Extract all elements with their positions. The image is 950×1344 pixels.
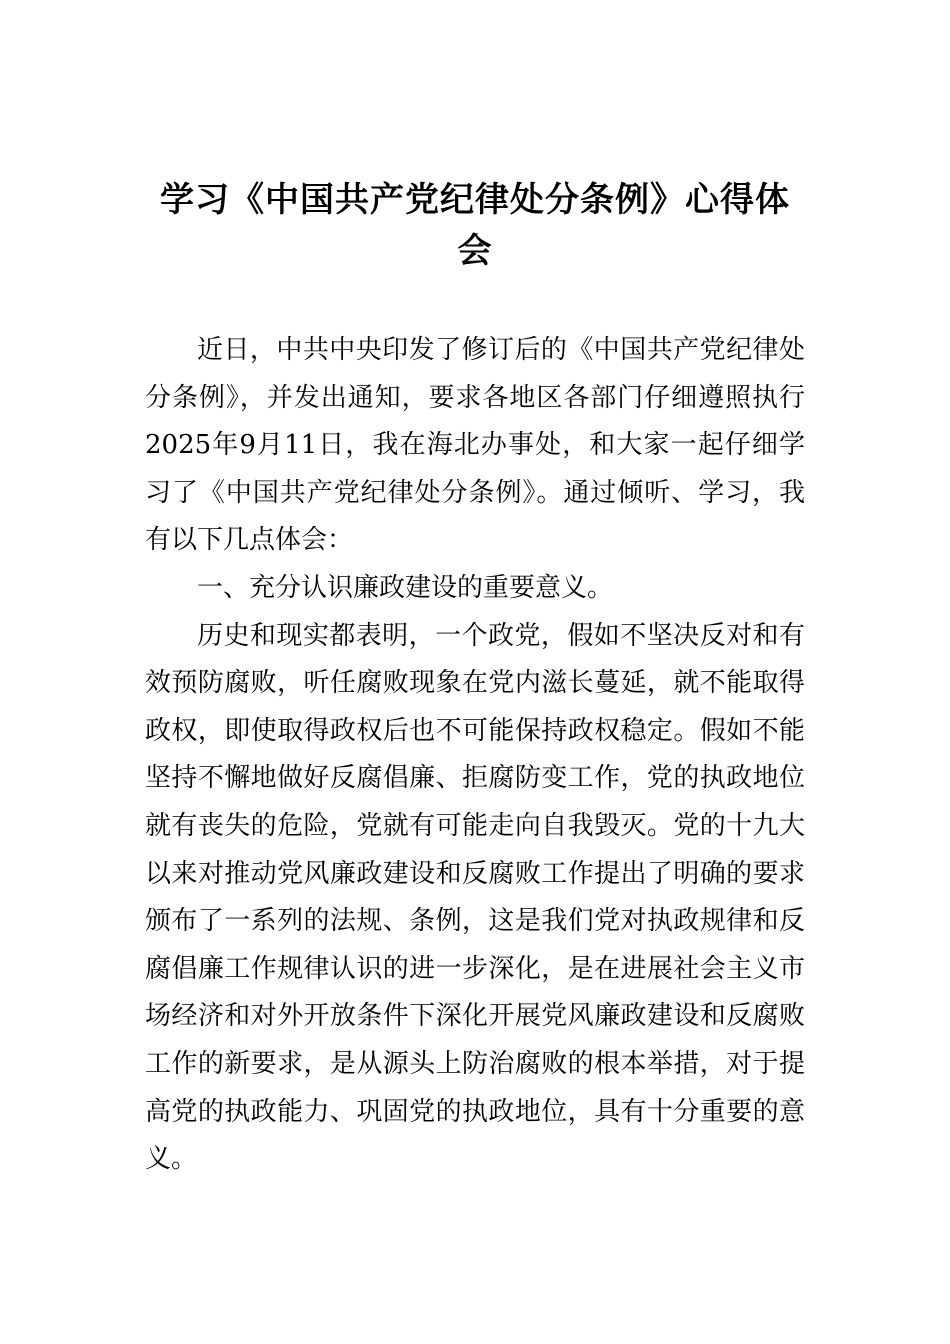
paragraph-significance: 历史和现实都表明，一个政党，假如不坚决反对和有效预防腐败，听任腐败现象在党内滋长蔓延，就不能取得政权，即使取得政权后也不可能保持政权稳定。假如不能坚持不懈地做好反腐倡廉、拒腐防变工作，党的执政地位就有丧失的危险，党就有可能走向自我毁灭。党的十九大以来对推动党风廉政建设和反腐败工作提出了明确的要求颁布了一系列的法规、条例，这是我们党对执政规律和反腐倡廉工作规律认识的进一步深化，是在进展社会主义市场经济和对外开放条件下深化开展党风廉政建设和反腐败工作的新要求，是从源头上防治腐败的根本举措，对于提高党的执政能力、巩固党的执政地位，具有十分重要的意义。: [145, 620, 805, 1175]
document-body: [145, 327, 805, 1184]
paragraph-section-heading: 一、充分认识廉政建设的重要意义。: [197, 572, 614, 603]
paragraph-intro: 近日，中共中央印发了修订后的《中国共产党纪律处分条例》，并发出通知，要求各地区各部门仔细遵照执行2025年9月11日，我在海北办事处，和大家一起仔细学习了《中国共产党纪律处分条例》。通过倾听、学习，我有以下几点体会：: [145, 335, 805, 556]
document-title: 学习《中国共产党纪律处分条例》心得体会: [160, 180, 790, 271]
